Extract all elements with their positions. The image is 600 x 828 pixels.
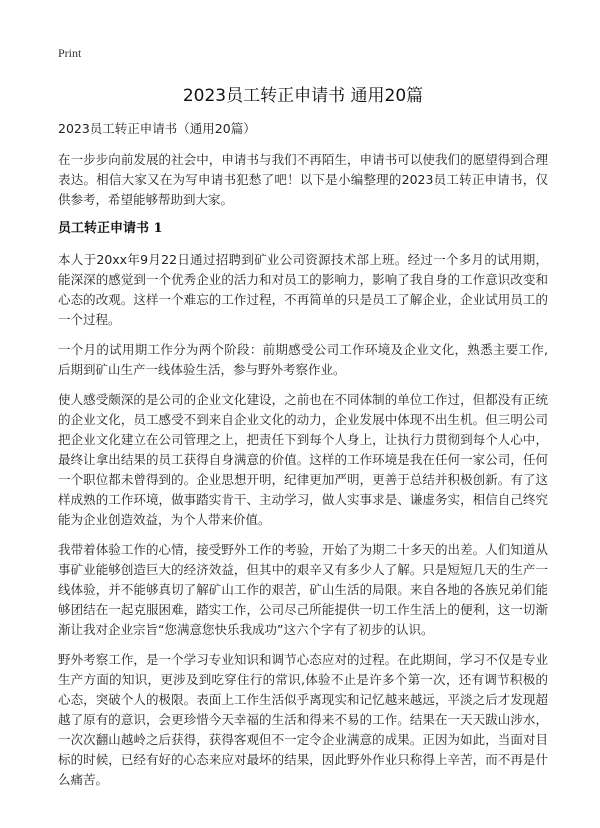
body-paragraph-5: 野外考察工作，是一个学习专业知识和调节心态应对的过程。在此期间，学习不仅是专业生产方面的知识，更涉及到吃穿住行的常识,体验不止是许多个第一次，还有调节积极的心态，突破个人的极限。表面上工作生活似乎离现实和记忆越来越远，平淡之后才发现超越了原有的意识，会更珍惜今天幸福的生活和得来不易的工作。结果在一天天跋山涉水，一次次翻山越岭之后获得，获得客观但不一定令企业满意的成果。正因为如此，当面对目标的时候，已经有好的心态来应对最坏的结果，因此野外作业只称得上辛苦，而不再是什么痛苦。 bbox=[58, 652, 548, 787]
print-link[interactable]: Print bbox=[58, 46, 82, 60]
body-paragraph-4: 我带着体验工作的心情，接受野外工作的考验，开始了为期二十多天的出差。人们知道从事矿业能够创造巨大的经济效益，但其中的艰辛又有多少人了解。只是短短几天的生产一线体验，并不能够真切了解矿山工作的艰苦，矿山生活的局限。来自各地的各族兄弟们能够团结在一起克服困难，踏实工作，公司尽己所能提供一切工作生活上的便利，这一切渐渐让我对企业宗旨“您满意您快乐我成功”这六个字有了初步的认识。 bbox=[58, 542, 548, 637]
body-paragraph-3: 使人感受颇深的是公司的企业文化建设，之前也在不同体制的单位工作过，但都没有正统的企业文化，员工感受不到来自企业文化的动力，企业发展中体现不出生机。但三明公司把企业文化建立在公司管理之上，把责任下到每个人身上，让执行力贯彻到每个人心中，最终让拿出结果的员工获得自身满意的价值。这样的工作环境是我在任何一家公司，任何一个职位都未曾得到的。企业思想开明，纪律更加严明，更善于总结并积极创新。有了这样成熟的工作环境，做事踏实肯干、主动学习，做人实事求是、谦虚务实，相信自己终究能为企业创造效益，为个人带来价值。 bbox=[58, 392, 548, 527]
intro-paragraph: 在一步步向前发展的社会中，申请书与我们不再陌生，申请书可以使我们的愿望得到合理表达。相信大家又在为写申请书犯愁了吧！以下是小编整理的2023员工转正申请书，仅供参考，希望能够帮助到大家。 bbox=[58, 152, 548, 207]
document-subtitle: 2023员工转正申请书（通用20篇） bbox=[58, 121, 256, 136]
section-heading: 员工转正申请书 1 bbox=[58, 221, 163, 236]
page-title: 2023员工转正申请书 通用20篇 bbox=[182, 86, 424, 106]
document-page bbox=[58, 84, 548, 800]
body-paragraph-1: 本人于20xx年9月22日通过招聘到矿业公司资源技术部上班。经过一个多月的试用期，能深深的感觉到一个优秀企业的活力和对员工的影响力，影响了我自身的工作意识改变和心态的改观。这样一个难忘的工作过程，不再简单的只是员工了解企业，企业试用员工的一个过程。 bbox=[58, 252, 548, 327]
body-paragraph-2: 一个月的试用期工作分为两个阶段：前期感受公司工作环境及企业文化，熟悉主要工作,后期到矿山生产一线体验生活，参与野外考察作业。 bbox=[58, 342, 548, 377]
